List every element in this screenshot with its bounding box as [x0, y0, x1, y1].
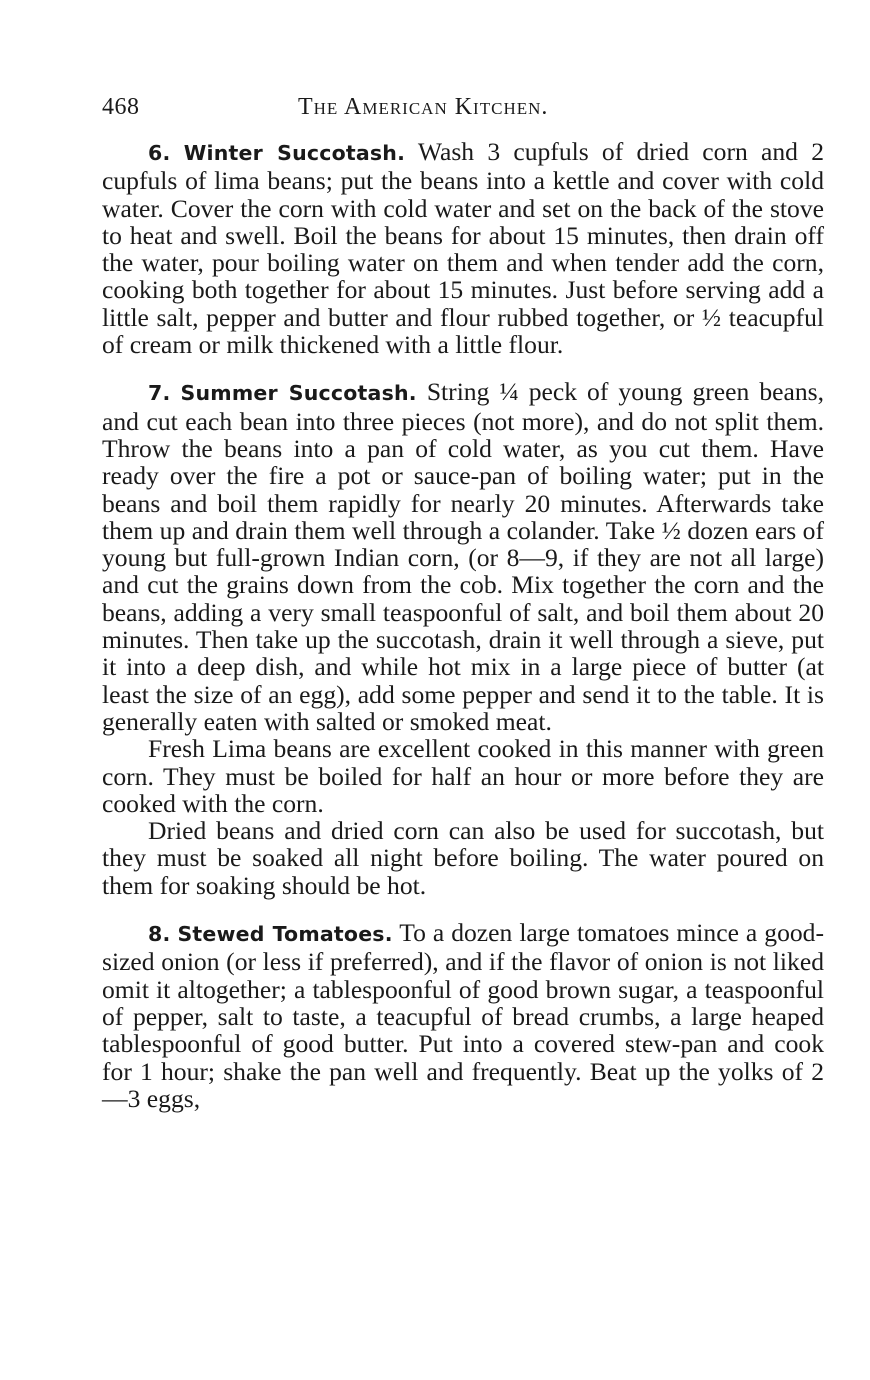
recipe-paragraph: Fresh Lima beans are excellent cooked in this manner with green corn. They must be boiled for half an hour or more before they are cooked with the corn.: [102, 734, 824, 818]
recipe-paragraph: [102, 138, 824, 358]
recipe-number: 8.: [148, 922, 171, 947]
recipe-title: Winter Succotash.: [183, 141, 406, 165]
recipe-title: Summer Succotash.: [180, 381, 417, 406]
page-number: 468: [102, 94, 140, 120]
recipe-summer-succotash: [102, 378, 824, 899]
recipe-text: To a dozen large tomatoes mince a good-sized onion (or less if preferred), and if the flavor of onion is not liked omit it altogether; a tablespoonful of good brown sugar, a teaspoonful of pepper, salt to taste, a teacupful of bread crumbs, a large heaped tablespoonful of good butter. Put into a covered stew-pan and cook for 1 hour; shake the pan well and frequently. Beat up the yolks of 2—3 eggs,: [102, 918, 824, 1113]
recipe-title: Stewed Tomatoes.: [177, 922, 393, 947]
recipe-number: 6.: [148, 141, 171, 165]
running-head: [102, 88, 824, 128]
recipe-paragraph: [102, 919, 824, 1112]
recipe-winter-succotash: [102, 138, 824, 358]
book-page: [102, 88, 824, 1112]
recipe-text: String ¼ peck of young green beans, and cut each bean into three pieces (not more), and do not split them. Throw the beans into a pan of cold water, as you cut them. Have ready over the fire a pot or sauce-pan of boiling water; put in the beans and boil them rapidly for nearly 20 minutes. Afterwards take them up and drain them well through a colander. Take ½ dozen ears of young but full-grown Indian corn, (or 8—9, if they are not all large) and cut the grains down from the cob. Mix together the corn and the beans, adding a very small teaspoonful of salt, and boil them about 20 minutes. Then take up the succotash, drain it well through a sieve, put it into a deep dish, and while hot mix in a large piece of butter (at least the size of an egg), add some pepper and send it to the table. It is generally eaten with salted or smoked meat.: [102, 377, 825, 736]
recipe-text: Wash 3 cupfuls of dried corn and 2 cupfuls of lima beans; put the beans into a kettle and cover with cold water. Cover the corn with cold water and set on the back of the stove to heat and swell. Boil the beans for about 15 minutes, then drain off the water, pour boiling water on them and when tender add the corn, cooking both together for about 15 minutes. Just before serving add a little salt, pepper and butter and flour rubbed together, or ½ teacupful of cream or milk thickened with a little flour.: [102, 137, 824, 360]
recipe-stewed-tomatoes: [102, 919, 824, 1112]
recipe-number: 7.: [148, 381, 171, 406]
running-title: The American Kitchen.: [298, 94, 549, 120]
recipe-paragraph: Dried beans and dried corn can also be used for succotash, but they must be soaked all night before boiling. The water poured on them for soaking should be hot.: [102, 816, 824, 900]
recipe-paragraph: [102, 378, 824, 735]
